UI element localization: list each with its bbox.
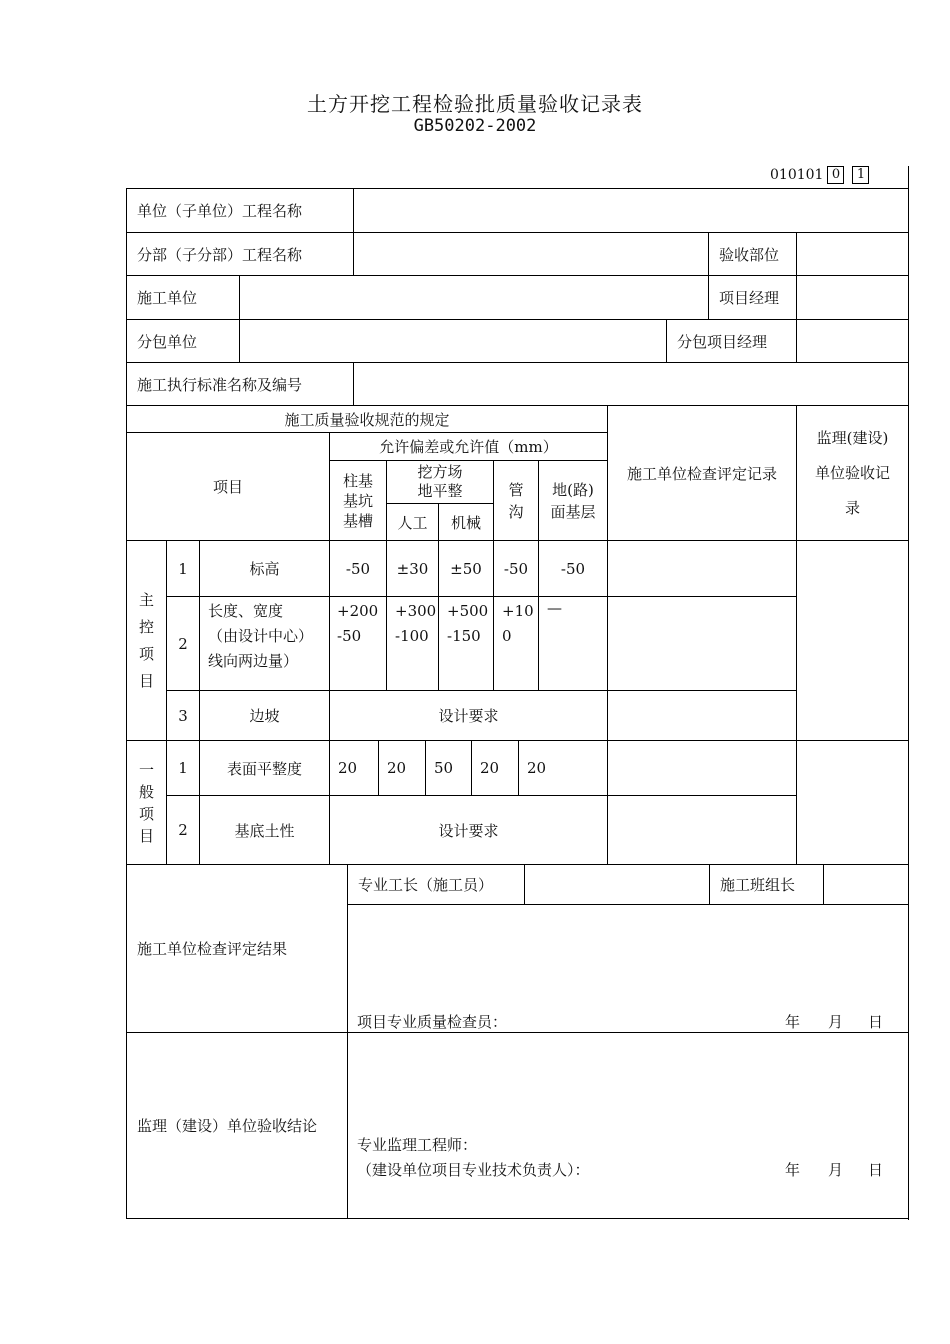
- quality-inspector-label: 项目专业质量检查员：: [357, 1013, 508, 1031]
- main-row-3-record[interactable]: [607, 690, 797, 741]
- construction-unit-label: 施工单位: [126, 275, 240, 320]
- supervision-year-label: 年: [785, 1161, 801, 1179]
- pipe-column-header: 管 沟: [493, 460, 539, 541]
- foreman-field[interactable]: [524, 864, 710, 905]
- main-row-3-name: 边坡: [199, 690, 330, 741]
- main-row-2-road: —: [538, 596, 608, 691]
- main-row-3-no: 3: [166, 690, 200, 741]
- main-row-2-pipe: +10 0: [493, 596, 539, 691]
- form-code: [770, 166, 869, 184]
- machine-column-header: 机械: [438, 503, 494, 541]
- project-manager-field[interactable]: [796, 275, 909, 320]
- road-column-header: 地(路) 面基层: [538, 460, 608, 541]
- sub-project-label: 分部（子分部）工程名称: [126, 232, 354, 276]
- construction-result-label: 施工单位检查评定结果: [126, 864, 348, 1033]
- standard-label: 施工执行标准名称及编号: [126, 362, 354, 406]
- form-code-prefix: 010101: [770, 167, 824, 183]
- form-code-box-1[interactable]: 0: [827, 166, 844, 184]
- form-code-box-2[interactable]: 1: [852, 166, 869, 184]
- main-row-2-name: 长度、宽度 （由设计中心） 线向两边量）: [199, 596, 330, 691]
- standard-code: GB50202-2002: [413, 116, 537, 136]
- main-row-1-record[interactable]: [607, 540, 797, 597]
- manual-column-header: 人工: [386, 503, 439, 541]
- main-items-group-label: 主 控 项 目: [126, 540, 167, 741]
- acceptance-part-label: 验收部位: [708, 232, 797, 276]
- standard-field[interactable]: [353, 362, 909, 406]
- general-row-2-record[interactable]: [607, 795, 797, 865]
- site-leveling-header: 挖方场 地平整: [386, 460, 494, 504]
- construction-month-label: 月: [828, 1013, 844, 1031]
- main-row-3-design: 设计要求: [329, 690, 608, 741]
- quality-spec-header: 施工质量验收规范的规定: [126, 405, 608, 433]
- construction-year-label: 年: [785, 1013, 801, 1031]
- main-row-1-road: -50: [538, 540, 608, 597]
- item-header: 项目: [126, 432, 330, 541]
- general-row-2-no: 2: [166, 795, 200, 865]
- supervising-engineer-label: 专业监理工程师：: [357, 1136, 478, 1154]
- general-items-supervision-field[interactable]: [796, 740, 909, 865]
- check-record-header: 施工单位检查评定记录: [607, 405, 797, 541]
- general-row-2-design: 设计要求: [329, 795, 608, 865]
- supervision-result-field[interactable]: [347, 1032, 909, 1219]
- main-row-1-pipe: -50: [493, 540, 539, 597]
- general-row-1-road: 20: [518, 740, 608, 796]
- main-row-1-pit: -50: [329, 540, 387, 597]
- general-row-1-pit: 20: [329, 740, 379, 796]
- foreman-label: 专业工长（施工员）: [347, 864, 525, 905]
- main-row-1-manual: ±30: [386, 540, 439, 597]
- unit-project-field[interactable]: [353, 188, 909, 233]
- tolerance-header: 允许偏差或允许值（mm）: [329, 432, 608, 461]
- sub-project-field[interactable]: [353, 232, 709, 276]
- subcontract-unit-field[interactable]: [239, 319, 667, 363]
- subcontract-manager-field[interactable]: [796, 319, 909, 363]
- project-manager-label: 项目经理: [708, 275, 797, 320]
- main-row-2-machine: +500 -150: [438, 596, 494, 691]
- team-leader-label: 施工班组长: [709, 864, 824, 905]
- construction-day-label: 日: [868, 1013, 884, 1031]
- supervision-month-label: 月: [828, 1161, 844, 1179]
- unit-project-label: 单位（子单位）工程名称: [126, 188, 354, 233]
- general-row-1-manual: 20: [378, 740, 426, 796]
- supervision-day-label: 日: [868, 1161, 884, 1179]
- subcontract-unit-label: 分包单位: [126, 319, 240, 363]
- main-row-2-no: 2: [166, 596, 200, 691]
- general-items-group-label: 一 般 项 目: [126, 740, 167, 865]
- subcontract-manager-label: 分包项目经理: [666, 319, 797, 363]
- owner-technical-lead-label: （建设单位项目专业技术负责人）：: [357, 1161, 590, 1179]
- main-row-1-name: 标高: [199, 540, 330, 597]
- pit-column-header: 柱基 基坑 基槽: [329, 460, 387, 541]
- supervision-header: 监理(建设) 单位验收记 录: [796, 405, 909, 541]
- main-row-2-record[interactable]: [607, 596, 797, 691]
- construction-unit-field[interactable]: [239, 275, 709, 320]
- general-row-1-pipe: 20: [471, 740, 519, 796]
- supervision-result-label: 监理（建设）单位验收结论: [126, 1032, 348, 1219]
- page-title: 土方开挖工程检验批质量验收记录表: [307, 92, 643, 116]
- general-row-1-machine: 50: [425, 740, 472, 796]
- general-row-2-name: 基底土性: [199, 795, 330, 865]
- team-leader-field[interactable]: [823, 864, 909, 905]
- main-row-2-pit: +200 -50: [329, 596, 387, 691]
- main-row-1-no: 1: [166, 540, 200, 597]
- acceptance-part-field[interactable]: [796, 232, 909, 276]
- main-row-1-machine: ±50: [438, 540, 494, 597]
- general-row-1-record[interactable]: [607, 740, 797, 796]
- general-row-1-name: 表面平整度: [199, 740, 330, 796]
- general-row-1-no: 1: [166, 740, 200, 796]
- main-items-supervision-field[interactable]: [796, 540, 909, 741]
- main-row-2-manual: +300 -100: [386, 596, 439, 691]
